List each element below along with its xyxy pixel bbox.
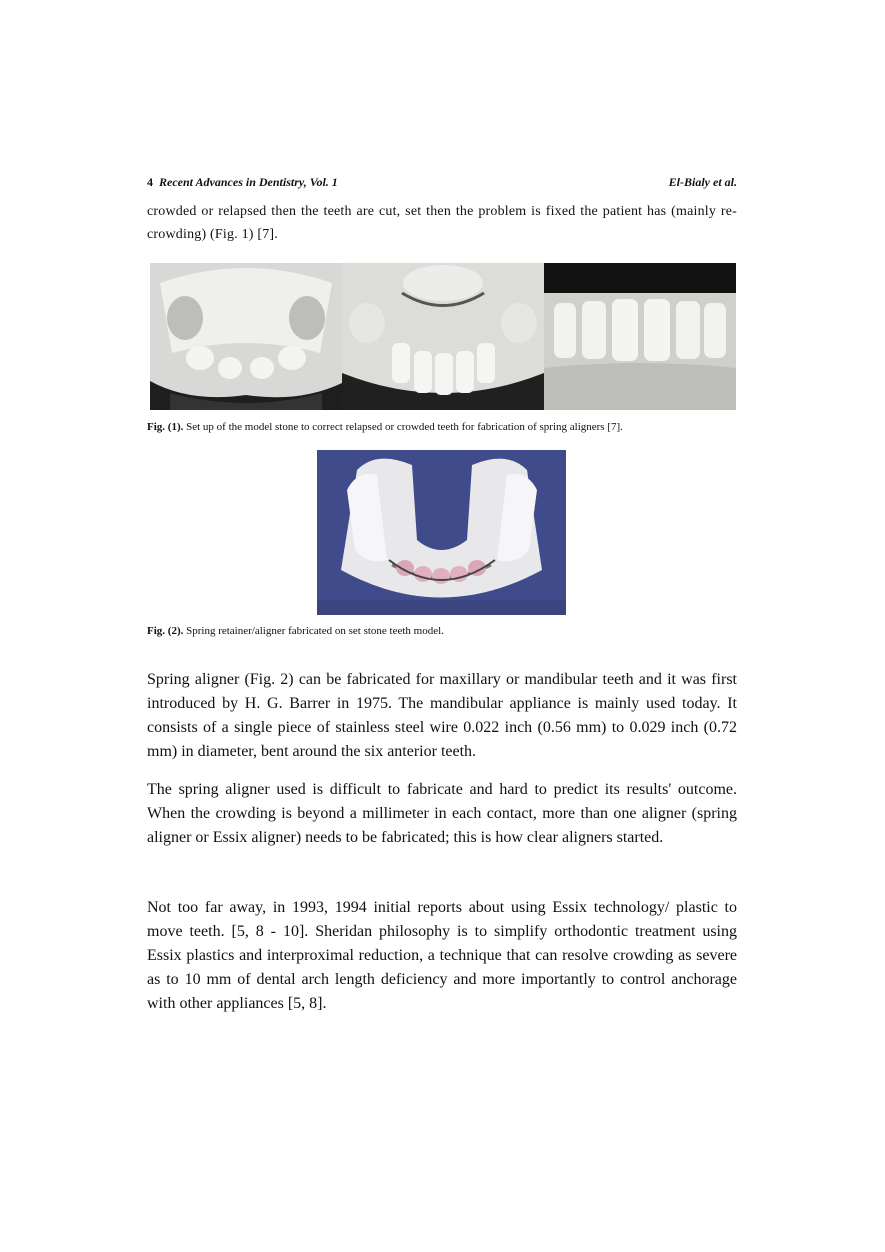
paragraph-essix-technology: Not too far away, in 1993, 1994 initial reports about using Essix technology/ plastic to move teeth. [5, 8 - 10]. Sheridan philosophy is to simplify orthodontic treatment using Essix plastics and interproximal reduction, a technique that can resolve crowding as severe as to 10 mm of dental arch length deficiency and more importantly to control anchorage with other appliances [5, 8]. bbox=[147, 899, 737, 1012]
figure-2-label: Fig. (2). bbox=[147, 625, 184, 637]
figure-1-caption: Fig. (1). Set up of the model stone to correct relapsed or crowded teeth for fabrication of spring aligners [7]. bbox=[147, 421, 623, 433]
intro-paragraph: crowded or relapsed then the teeth are cut, set then the problem is fixed the patient has (mainly re-crowding) (Fig. 1) [7]. bbox=[147, 204, 737, 242]
figure-1-image bbox=[150, 263, 736, 410]
paragraph-spring-aligner-difficulty: The spring aligner used is difficult to fabricate and hard to predict its results' outcome. When the crowding is beyond a millimeter in each contact, more than one aligner (spring aligner or Essix aligner) needs to be fabricated; this is how clear aligners started. bbox=[147, 781, 737, 846]
paragraph-spring-aligner: Spring aligner (Fig. 2) can be fabricated for maxillary or mandibular teeth and it was first introduced by H. G. Barrer in 1975. The mandibular appliance is mainly used today. It consists of a single piece of stainless steel wire 0.022 inch (0.56 mm) to 0.029 inch (0.72 mm) in diameter, bent around the six anterior teeth. bbox=[147, 671, 737, 760]
figure-1-panel-middle bbox=[342, 263, 544, 410]
figure-1-panel-left bbox=[150, 263, 342, 410]
authors: El-Bialy et al. bbox=[668, 175, 737, 189]
figure-1-panel-right bbox=[544, 263, 736, 410]
figure-2-caption: Fig. (2). Spring retainer/aligner fabricated on set stone teeth model. bbox=[147, 625, 444, 637]
journal-title: 4 Recent Advances in Dentistry, Vol. 1 bbox=[147, 175, 338, 189]
page-number: 4 bbox=[147, 175, 153, 189]
figure-2-image bbox=[317, 450, 566, 615]
figure-1-label: Fig. (1). bbox=[147, 421, 184, 433]
running-header bbox=[147, 175, 737, 191]
